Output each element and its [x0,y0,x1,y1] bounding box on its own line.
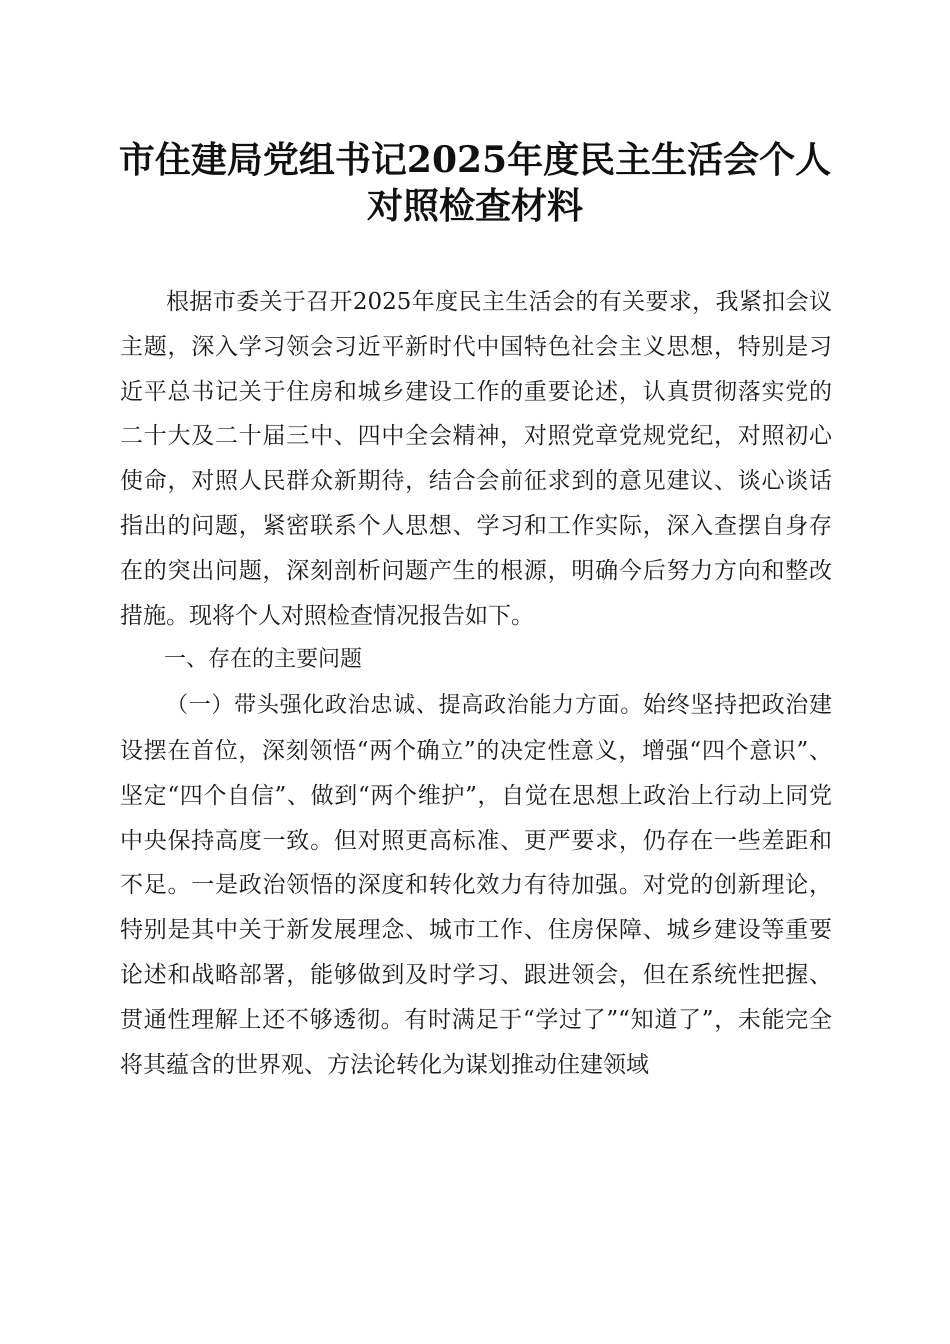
title-line-1: 市住建局党组书记2025年度民主生活会个人 [118,139,832,181]
section-heading-1: 一、存在的主要问题 [164,647,363,673]
title-line-2: 对照检查材料 [366,185,583,227]
document-body [120,280,832,1087]
intro-paragraph: 根据市委关于召开2025年度民主生活会的有关要求，我紧扣会议主题，深入学习领会习近平新时代中国特色社会主义思想，特别是习近平总书记关于住房和城乡建设工作的重要论述，认真贯彻落实党的二十大及二十届三中、四中全会精神，对照党章党规党纪，对照初心使命，对照人民群众新期待，结合会前征求到的意见建议、谈心谈话指出的问题，紧密联系个人思想、学习和工作实际，深入查摆自身存在的突出问题，深刻剖析问题产生的根源，明确今后努力方向和整改措施。现将个人对照检查情况报告如下。 [120,289,832,629]
subsection-text-1: 始终坚持把政治建设摆在首位，深刻领悟“两个确立”的决定性意义，增强“四个意识”、坚定“四个自信”、做到“两个维护”，自觉在思想上政治上行动上同党中央保持高度一致。但对照更高标准、更严要求，仍存在一些差距和不足。一是政治领悟的深度和转化效力有待加强。对党的创新理论，特别是其中关于新发展理念、城市工作、住房保障、城乡建设等重要论述和战略部署，能够做到及时学习、跟进领会，但在系统性把握、贯通性理解上还不够透彻。有时满足于“学过了”“知道了”，未能完全将其蕴含的世界观、方法论转化为谋划推动住建领域 [120,692,832,1078]
document-title [0,137,950,229]
subsection-heading-1: （一）带头强化政治忠诚、提高政治能力方面。 [166,693,643,719]
subsection-paragraph-1 [120,683,832,1087]
